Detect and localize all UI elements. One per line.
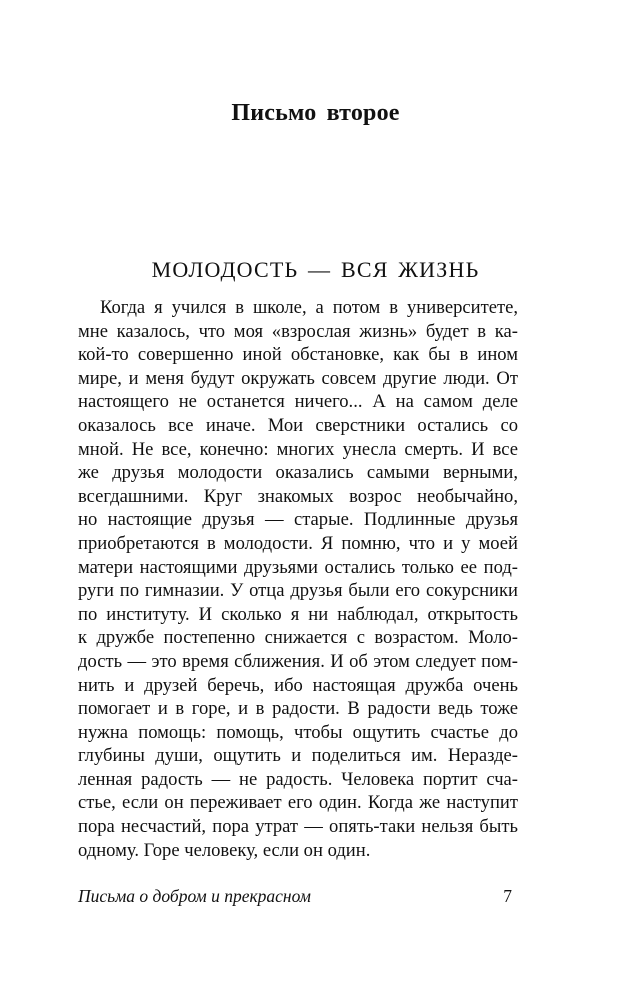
text-line: одному. Горе человеку, если он один.	[78, 839, 371, 861]
text-line: всегдашними. Круг знакомых возрос необычайно,	[78, 485, 518, 507]
text-line: же друзья молодости оказались самыми верными,	[78, 462, 518, 484]
text-line: ленная радость — не радость. Человека портит сча-	[78, 768, 518, 790]
text-line: нужна помощь: помощь, чтобы ощутить счастье до	[78, 721, 518, 743]
text-line: Когда я учился в школе, а потом в университете,	[100, 297, 518, 318]
text-line: мной. Не все, конечно: многих унесла смерть. И все	[78, 438, 518, 460]
text-line: стье, если он переживает его один. Когда же наступит	[78, 792, 518, 814]
text-line: настоящего не останется ничего... А на самом деле	[78, 391, 518, 413]
text-line: матери настоящими друзьями остались только ее под-	[78, 556, 518, 578]
page-number: 7	[503, 886, 512, 906]
text-line: кой-то совершенно иной обстановке, как бы в ином	[78, 344, 518, 366]
text-line: по институту. И сколько я ни наблюдал, открытость	[78, 603, 518, 625]
text-line: дость — это время сближения. И об этом следует пом-	[78, 650, 518, 672]
text-line: пора несчастий, пора утрат — опять-таки нельзя быть	[78, 816, 518, 838]
text-line: к дружбе постепенно снижается с возрастом. Моло-	[78, 627, 518, 649]
text-line: но настоящие друзья — старые. Подлинные друзья	[78, 509, 518, 531]
running-footer-title: Письма о добром и прекрасном	[78, 886, 311, 906]
text-line: мне казалось, что моя «взрослая жизнь» будет в ка-	[78, 320, 518, 342]
letter-title: Письмо второе	[231, 100, 400, 126]
text-line: помогает и в горе, и в радости. В радости ведь тоже	[78, 698, 518, 720]
text-line: приобретаются в молодости. Я помню, что и у моей	[78, 532, 518, 554]
page-footer	[78, 886, 518, 910]
text-line: нить и друзей беречь, ибо настоящая дружба очень	[78, 674, 518, 696]
body-paragraph	[78, 296, 518, 862]
text-line: руги по гимназии. У отца друзья были его сокурсники	[78, 580, 518, 602]
chapter-title: МОЛОДОСТЬ — ВСЯ ЖИЗНЬ	[151, 257, 480, 282]
text-line: мире, и меня будут окружать совсем другие люди. От	[78, 367, 518, 389]
text-line: глубины души, ощутить и поделиться им. Нераздe-	[78, 745, 518, 767]
text-line: оказалось все иначе. Мои сверстники остались со	[78, 414, 518, 436]
